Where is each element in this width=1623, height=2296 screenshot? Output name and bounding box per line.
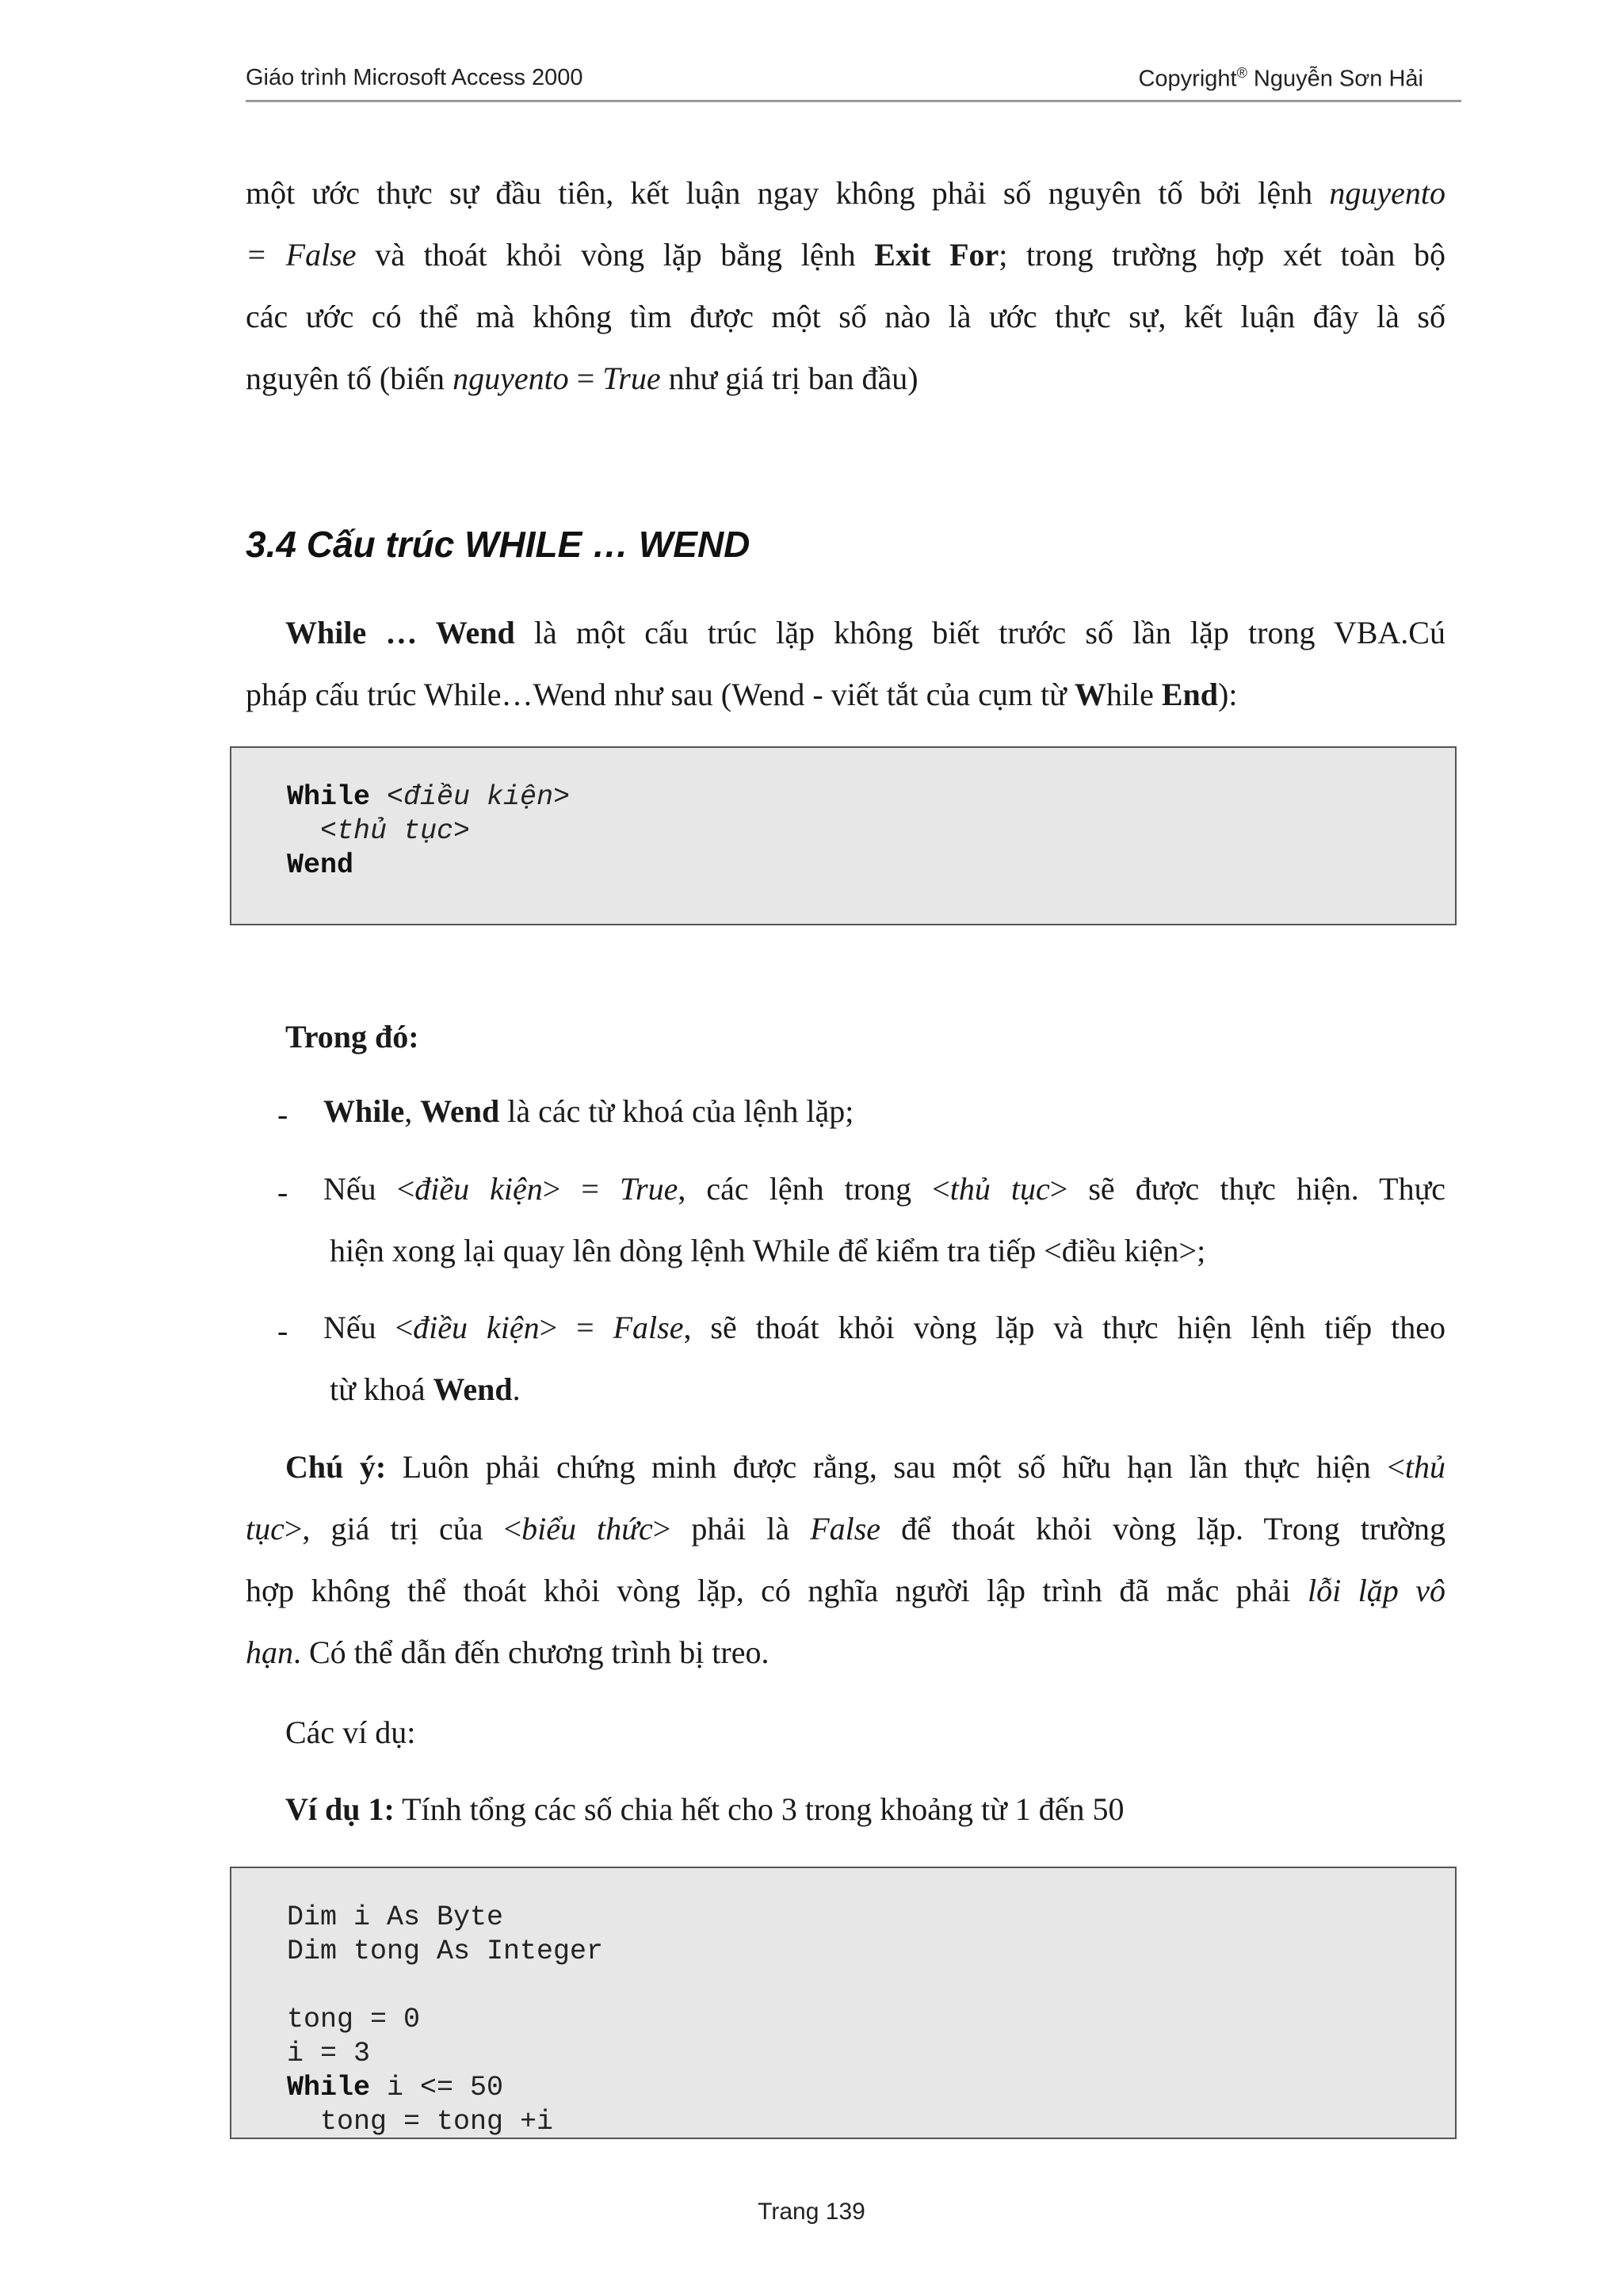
syntax-code-block bbox=[230, 746, 1457, 925]
page-number: Trang 139 bbox=[758, 2199, 865, 2225]
intro-paragraph bbox=[246, 162, 1445, 410]
intro-line-2: = False và thoát khỏi vòng lặp bằng lệnh Exit For; trong trường hợp xét toàn bộ bbox=[246, 237, 1446, 273]
note-line-4: hạn. Có thể dẫn đến chương trình bị treo. bbox=[246, 1634, 769, 1670]
where-label: Trong đó: bbox=[285, 1019, 419, 1055]
code-line: Dim tong As Integer bbox=[287, 1936, 604, 1967]
note-paragraph bbox=[246, 1436, 1445, 1684]
code-line: Dim i As Byte bbox=[287, 1901, 504, 1933]
bullet-item-1: While, Wend là các từ khoá của lệnh lặp; bbox=[323, 1093, 854, 1129]
header-title: Giáo trình Microsoft Access 2000 bbox=[246, 65, 583, 90]
page-header bbox=[246, 60, 1461, 100]
bullet-dash: - bbox=[277, 1097, 288, 1132]
header-divider bbox=[246, 100, 1461, 102]
code-line: tong = tong +i bbox=[287, 2106, 554, 2138]
bullet-dash: - bbox=[277, 1174, 288, 1210]
section-heading: 3.4 Cấu trúc WHILE … WEND bbox=[246, 524, 750, 565]
registered-mark: ® bbox=[1236, 65, 1247, 81]
intro-line-3: các ước có thể mà không tìm được một số nào là ước thực sự, kết luận đây là số bbox=[246, 299, 1445, 334]
code-line: tong = 0 bbox=[287, 2004, 421, 2035]
description-line-1: While … Wend là một cấu trúc lặp không biết trước số lần lặp trong VBA.Cú bbox=[285, 615, 1445, 650]
intro-line-4: nguyên tố (biến nguyento = True như giá trị ban đầu) bbox=[246, 360, 918, 396]
example-1-title: Ví dụ 1: Tính tổng các số chia hết cho 3 trong khoảng từ 1 đến 50 bbox=[285, 1791, 1125, 1827]
example-code-block bbox=[230, 1867, 1457, 2139]
intro-line-1: một ước thực sự đầu tiên, kết luận ngay không phải số nguyên tố bởi lệnh nguyento bbox=[246, 175, 1445, 211]
code-line: While i <= 50 bbox=[287, 2072, 504, 2103]
note-line-2: tục>, giá trị của <biểu thức> phải là False để thoát khỏi vòng lặp. Trong trường bbox=[246, 1511, 1446, 1547]
code-line: i = 3 bbox=[287, 2038, 371, 2069]
bullet-dash: - bbox=[277, 1313, 288, 1348]
bullet-item-3: Nếu <điều kiện> = False, sẽ thoát khỏi vòng lặp và thực hiện lệnh tiếp theo từ khoá Wend. bbox=[323, 1310, 1446, 1407]
code-line: Wend bbox=[287, 849, 354, 881]
description-paragraph bbox=[246, 602, 1445, 726]
header-copyright: Copyright® Nguyễn Sơn Hải bbox=[1138, 65, 1423, 92]
note-line-3: hợp không thể thoát khỏi vòng lặp, có nghĩa người lập trình đã mắc phải lỗi lặp vô bbox=[246, 1573, 1445, 1608]
description-line-2: pháp cấu trúc While…Wend như sau (Wend - viết tắt của cụm từ While End): bbox=[246, 677, 1238, 712]
code-line: While <điều kiện> bbox=[287, 781, 571, 813]
bullet-item-2: Nếu <điều kiện> = True, các lệnh trong <thủ tục> sẽ được thực hiện. Thực hiện xong lại quay lên dòng lệnh While để kiểm tra tiếp <điều kiện>; bbox=[323, 1171, 1445, 1268]
note-line-1: Chú ý: Luôn phải chứng minh được rằng, sau một số hữu hạn lần thực hiện <thủ bbox=[285, 1449, 1445, 1485]
code-line: <thủ tục> bbox=[287, 815, 471, 847]
examples-label: Các ví dụ: bbox=[285, 1714, 416, 1750]
